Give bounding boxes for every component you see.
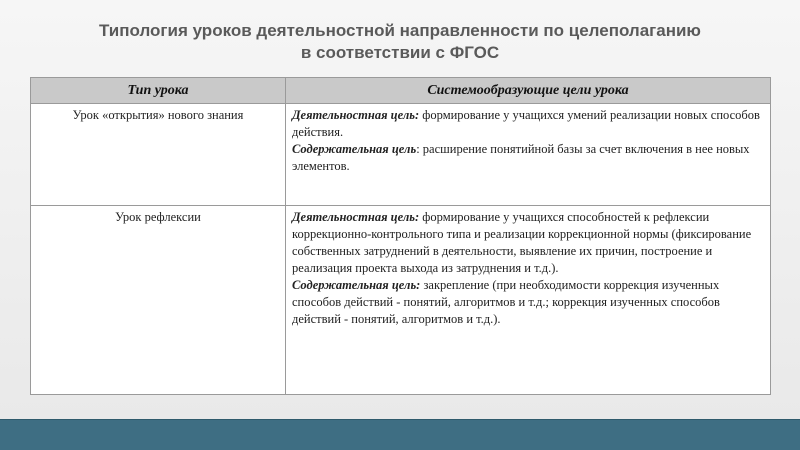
goals-cell [286,104,771,206]
goal-text: формирование у учащихся способностей к рефлексии коррекционно-контрольного типа и реализации коррекционной нормы (фиксирование собственных затруднений в деятельности, выявление их причин, построение и реализация проекта выхода из затруднения и т.д.). [292,210,752,275]
table-header-row [31,78,771,104]
goal-item [292,141,764,175]
goal-text: закрепление (при необходимости коррекция изученных способов действий - понятий, алгоритмов и т.д.; коррекция изученных способов действий - понятий, алгоритмов и т.д.). [292,278,720,326]
column-header-goals: Системообразующие цели урока [286,78,771,104]
goal-label: Деятельностная цель: [292,108,420,122]
goal-text: : расширение понятийной базы за счет включения в нее новых элементов. [292,142,750,173]
goal-label: Содержательная цель [292,142,417,156]
table-row [31,206,771,395]
goal-item [292,209,764,277]
slide-footer-bar [0,419,800,450]
goal-text: формирование у учащихся умений реализации новых способов действия. [292,108,760,139]
title-line-2: в соответствии с ФГОС [300,43,500,62]
lesson-type-cell: Урок рефлексии [31,206,286,395]
title-line-1: Типология уроков деятельностной направленности по целеполаганию [99,21,701,40]
goal-label: Содержательная цель: [292,278,421,292]
column-header-lesson-type: Тип урока [31,78,286,104]
goals-cell [286,206,771,395]
page-title [20,20,780,64]
goal-label: Деятельностная цель: [292,210,420,224]
lesson-types-table [30,77,771,395]
goal-item [292,277,764,328]
lesson-type-cell: Урок «открытия» нового знания [31,104,286,206]
table-row [31,104,771,206]
goal-item [292,107,764,141]
